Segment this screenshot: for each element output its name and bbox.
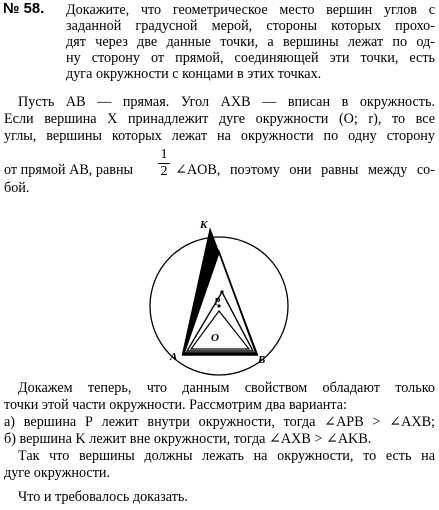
solution-line-3: углы, вершины которых лежат на окружности по одну сторону: [4, 128, 435, 144]
label-o: O: [211, 332, 219, 344]
point-p: [220, 290, 223, 293]
solution-line-4-start: от прямой АВ, равны: [4, 162, 134, 178]
problem-line-5: дуга окружности с концами в этих точках.: [66, 66, 322, 82]
label-x: X: [209, 244, 217, 256]
proof-line-2: точки этой части окружности. Рассмотрим два варианта:: [4, 397, 347, 413]
proof-line-5: Так что вершины должны лежать на окружности, то есть на: [18, 448, 435, 464]
solution-line-5: бой.: [4, 180, 30, 196]
solution-line-4-end: ∠AOB, поэтому они равны между со-: [175, 162, 435, 178]
fraction-numerator: 1: [160, 147, 168, 162]
label-k: K: [200, 219, 208, 231]
problem-number: № 58.: [3, 1, 45, 17]
label-p: P: [214, 297, 221, 308]
proof-line-4: б) вершина K лежит вне окружности, тогда ∠AXB > ∠AKB.: [4, 431, 372, 447]
proof-line-1: Докажем теперь, что данным свойством обладают только: [18, 380, 435, 396]
solution-line-2: Если вершина X принадлежит дуге окружности (О; r), то все: [4, 111, 435, 127]
proof-line-7: Что и требовалось доказать.: [18, 489, 188, 505]
label-a: A: [170, 351, 178, 363]
problem-line-3: дят через две данные точки, а вершины лежат по од-: [66, 34, 435, 50]
problem-line-4: ну сторону от прямой, соединяющей эти точки, есть: [66, 50, 435, 66]
problem-line-2: заданной градусной мерой, стороны которых прохо-: [66, 18, 435, 34]
label-b: B: [258, 354, 266, 366]
solution-line-1: Пусть АВ — прямая. Угол АХВ — вписан в окружность.: [18, 94, 435, 110]
fraction-denominator: 2: [160, 164, 168, 179]
problem-line-1: Докажите, что геометрическое место вершин углов с: [66, 2, 435, 18]
proof-line-6: дуге окружности.: [4, 465, 111, 481]
proof-line-3: а) вершина Р лежит внутри окружности, тогда ∠APB > ∠AXB;: [4, 414, 435, 430]
angle-sectors: [182, 228, 258, 355]
